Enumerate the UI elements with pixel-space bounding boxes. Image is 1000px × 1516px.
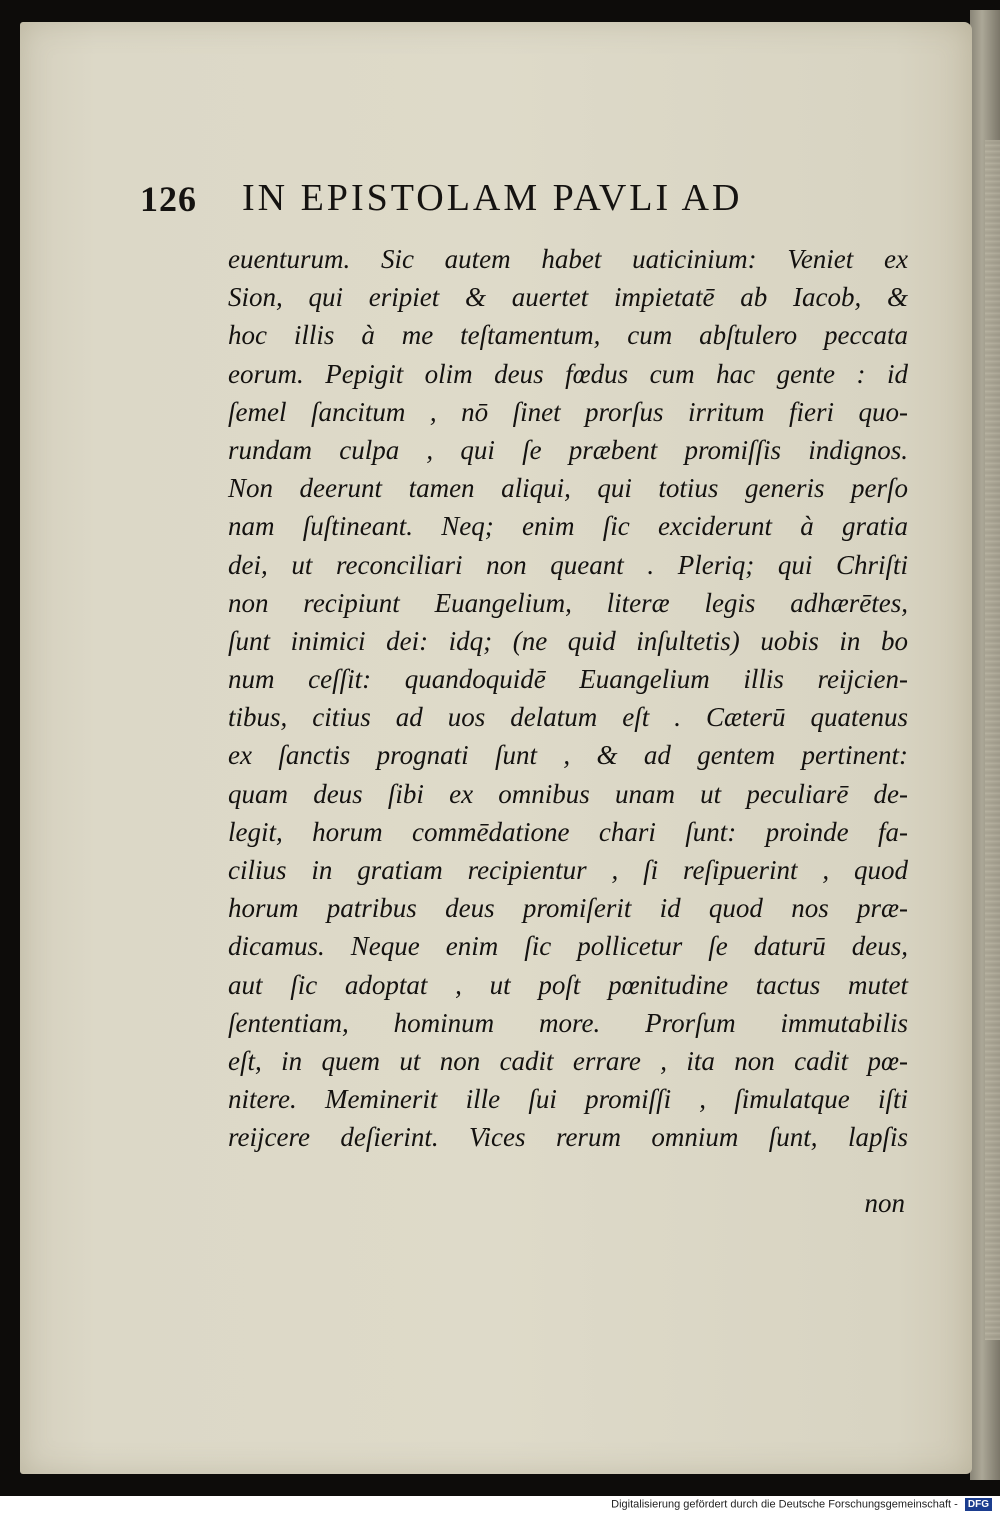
catchword: non (864, 1188, 905, 1218)
text-line: dei, ut reconciliari non queant . Pleriq; qui Chriſti (228, 549, 908, 580)
text-line: rundam culpa , qui ſe præbent promiſſis indignos. (228, 434, 908, 465)
text-line: hoc illis à me teſtamentum, cum abſtulero peccata (228, 320, 908, 351)
page-edge-strip (985, 140, 1000, 1340)
text-line: eorum. Pepigit olim deus fœdus cum hac gente : id (228, 358, 908, 389)
digitization-credit (611, 1498, 992, 1511)
page-header (140, 172, 860, 224)
text-line: num ceſſit: quandoquidē Euangelium illis reijcien- (228, 664, 908, 695)
text-line: nam ſuſtineant. Neq; enim ſic exciderunt à gratia (228, 511, 908, 542)
text-line: ſententiam, hominum more. Prorſum immutabilis (228, 1007, 908, 1038)
text-line: reijcere deſierint. Vices rerum omnium ſunt, lapſis (228, 1122, 908, 1153)
footer-bar (0, 1496, 1000, 1516)
text-line: ſunt inimici dei: idq; (ne quid inſultetis) uobis in bo (228, 625, 908, 656)
text-line: tibus, citius ad uos delatum eſt . Cæterū quatenus (228, 702, 908, 733)
dfg-logo: DFG (965, 1498, 992, 1511)
text-line: quam deus ſibi ex omnibus unam ut peculiarē de- (228, 778, 908, 809)
text-line: aut ſic adoptat , ut poſt pœnitudine tactus mutet (228, 969, 908, 1000)
text-line: non recipiunt Euangelium, literæ legis adhærētes, (228, 587, 908, 618)
body-text (228, 240, 908, 1157)
text-line: horum patribus deus promiſerit id quod nos præ- (228, 893, 908, 924)
running-head: IN EPISTOLAM PAVLI AD (242, 177, 743, 219)
text-line: cilius in gratiam recipientur , ſi reſipuerint , quod (228, 855, 908, 885)
text-line: ex ſanctis prognati ſunt , & ad gentem pertinent: (228, 740, 908, 771)
text-line: Non deerunt tamen aliqui, qui totius generis perſo (228, 473, 908, 504)
text-line: eſt, in quem ut non cadit errare , ita non cadit pœ- (228, 1045, 908, 1076)
text-line: dicamus. Neque enim ſic pollicetur ſe daturū deus, (228, 931, 908, 962)
text-line: euenturum. Sic autem habet uaticinium: Veniet ex (228, 244, 908, 274)
text-line: Sion, qui eripiet & auertet impietatē ab Iacob, & (228, 282, 908, 313)
page-number: 126 (140, 179, 197, 219)
credit-text: Digitalisierung gefördert durch die Deutsche Forschungsgemeinschaft - (611, 1498, 958, 1511)
text-line: legit, horum commēdatione chari ſunt: proinde fa- (228, 816, 908, 847)
text-line: nitere. Meminerit ille ſui promiſſi , ſimulatque iſti (228, 1084, 908, 1115)
text-line: ſemel ſancitum , nō ſinet prorſus irritum fieri quo- (228, 396, 908, 427)
